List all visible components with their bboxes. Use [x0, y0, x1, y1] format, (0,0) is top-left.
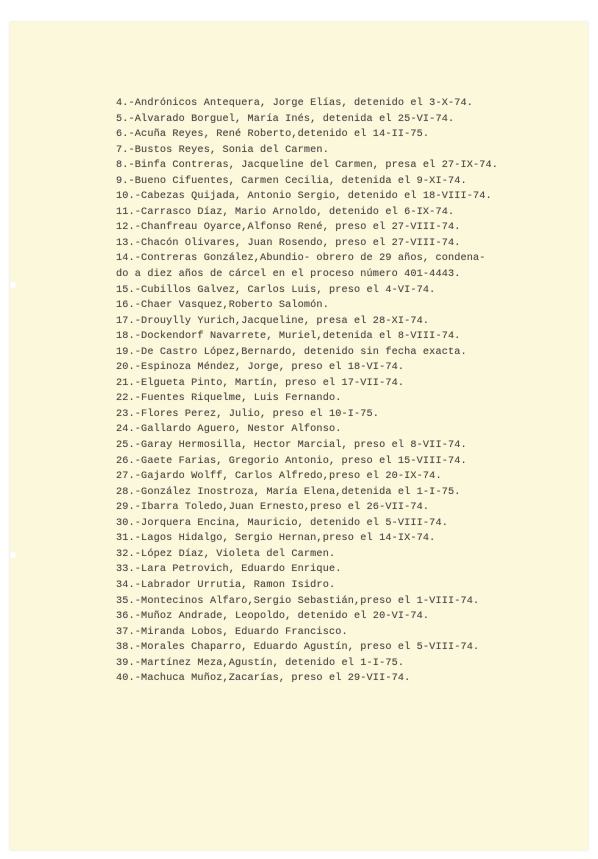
list-item: 29.-Ibarra Toledo,Juan Ernesto,preso el 26-VII-74.	[116, 502, 430, 514]
list-item: 15.-Cubillos Galvez, Carlos Luis, preso el 4-VI-74.	[116, 284, 436, 296]
list-item: 40.-Machuca Muñoz,Zacarías, preso el 29-VII-74.	[116, 673, 411, 685]
list-item: 25.-Garay Hermosilla, Hector Marcial, preso el 8-VII-74.	[116, 440, 467, 452]
list-item: 26.-Gaete Farias, Gregorio Antonio, preso el 15-VIII-74.	[116, 455, 467, 467]
list-item: 9.-Bueno Cifuentes, Carmen Cecilia, detenida el 9-XI-74.	[116, 175, 467, 187]
list-item: 36.-Muñoz Andrade, Leopoldo, detenido el 20-VI-74.	[116, 611, 430, 623]
list-item: 10.-Cabezas Quijada, Antonio Sergio, detenido el 18-VIII-74.	[116, 191, 492, 203]
list-item: 19.-De Castro López,Bernardo, detenido sin fecha exacta.	[116, 346, 467, 358]
list-item: 20.-Espinoza Méndez, Jorge, preso el 18-VI-74.	[116, 362, 405, 374]
list-item: 22.-Fuentes Riquelme, Luis Fernando.	[116, 393, 342, 405]
list-item: 24.-Gallardo Aguero, Nestor Alfonso.	[116, 424, 342, 436]
list-item: 7.-Bustos Reyes, Sonia del Carmen.	[116, 144, 329, 156]
list-item: 28.-González Inostroza, María Elena,detenida el 1-I-75.	[116, 486, 461, 498]
list-item: 11.-Carrasco Díaz, Mario Arnoldo, detenido el 6-IX-74.	[116, 206, 455, 218]
list-item: 35.-Montecinos Alfaro,Sergio Sebastián,preso el 1-VIII-74.	[116, 595, 480, 607]
list-item: 4.-Andrónicos Antequera, Jorge Elías, detenido el 3-X-74.	[116, 98, 474, 109]
list-item: 8.-Binfa Contreras, Jacqueline del Carmen, presa el 27-IX-74.	[116, 160, 499, 172]
list-item: 6.-Acuña Reyes, René Roberto,detenido el 14-II-75.	[116, 129, 430, 141]
list-item-continuation: do a diez años de cárcel en el proceso número 401-4443.	[116, 269, 461, 281]
document-page	[10, 22, 588, 850]
list-item: 37.-Miranda Lobos, Eduardo Francisco.	[116, 626, 348, 638]
list-item: 33.-Lara Petrovich, Eduardo Enrique.	[116, 564, 342, 576]
detainee-list	[116, 96, 586, 687]
list-item: 16.-Chaer Vasquez,Roberto Salomón.	[116, 300, 329, 312]
list-item: 14.-Contreras González,Abundio- obrero de 29 años, condena-	[116, 253, 486, 265]
list-item: 17.-Drouylly Yurich,Jacqueline, presa el 28-XI-74.	[116, 315, 430, 327]
list-item: 23.-Flores Perez, Julio, preso el 10-I-75.	[116, 408, 380, 420]
punch-hole	[10, 282, 16, 288]
list-item: 13.-Chacón Olivares, Juan Rosendo, preso el 27-VIII-74.	[116, 237, 461, 249]
list-item: 31.-Lagos Hidalgo, Sergio Hernan,preso el 14-IX-74.	[116, 533, 436, 545]
punch-hole	[10, 552, 16, 558]
list-item: 38.-Morales Chaparro, Eduardo Agustín, preso el 5-VIII-74.	[116, 642, 480, 654]
list-item: 18.-Dockendorf Navarrete, Muriel,detenida el 8-VIII-74.	[116, 331, 461, 343]
list-item: 5.-Alvarado Borguel, María Inés, detenida el 25-VI-74.	[116, 113, 455, 125]
list-item: 34.-Labrador Urrutia, Ramon Isidro.	[116, 579, 336, 591]
list-item: 12.-Chanfreau Oyarce,Alfonso René, preso el 27-VIII-74.	[116, 222, 461, 234]
list-item: 21.-Elgueta Pinto, Martín, preso el 17-VII-74.	[116, 377, 405, 389]
list-item: 32.-López Díaz, Violeta del Carmen.	[116, 548, 336, 560]
list-item: 39.-Martínez Meza,Agustín, detenido el 1-I-75.	[116, 657, 405, 669]
list-item: 30.-Jorquera Encina, Mauricio, detenido el 5-VIII-74.	[116, 517, 448, 529]
list-item: 27.-Gajardo Wolff, Carlos Alfredo,preso el 20-IX-74.	[116, 471, 442, 483]
